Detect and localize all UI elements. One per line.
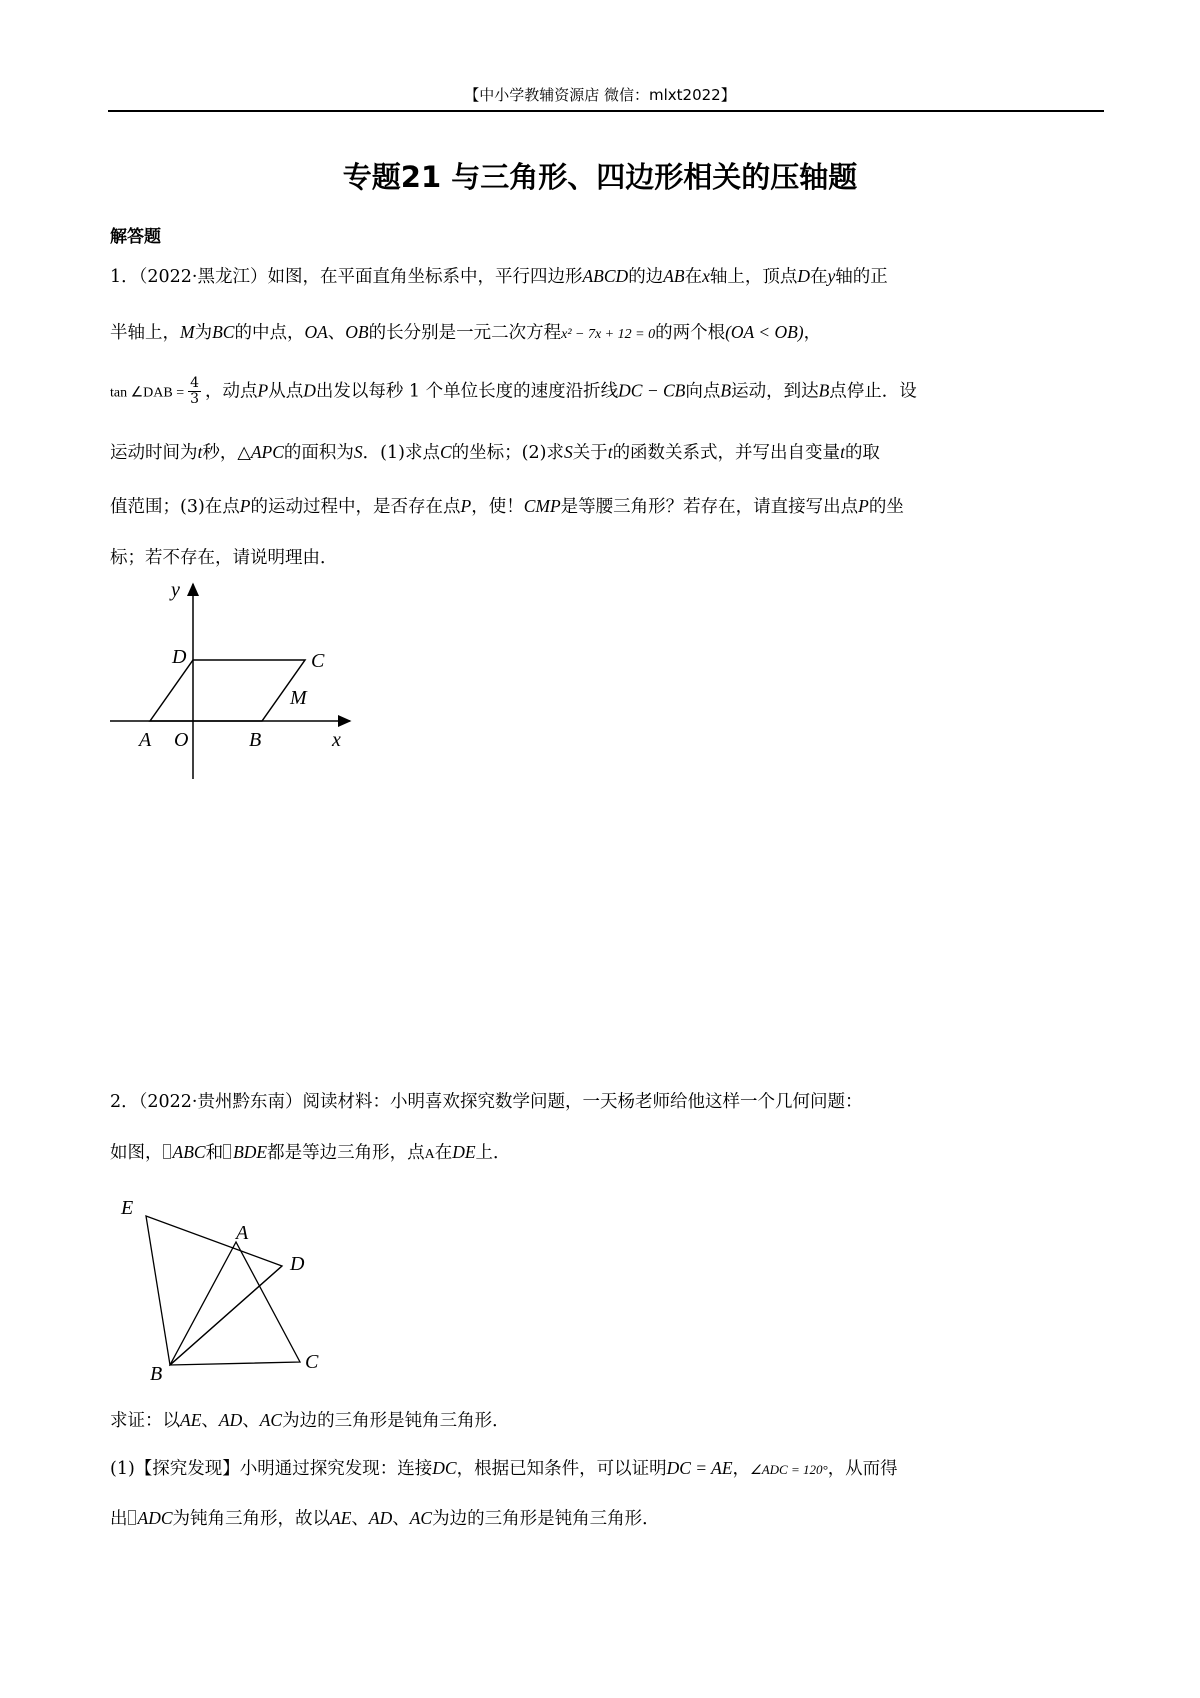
q1-line-6: 标；若不存在，请说明理由．: [110, 548, 338, 568]
segment-bd: [170, 1266, 282, 1365]
label-a: A: [139, 729, 152, 751]
label-d: D: [172, 646, 187, 668]
header-rule: [108, 110, 1104, 112]
triangle-symbol-icon: [128, 1510, 136, 1525]
label-y: y: [171, 579, 180, 601]
label-b: B: [249, 729, 262, 751]
label-d: D: [290, 1253, 305, 1275]
page-title: 专题21 与三角形、四边形相关的压轴题: [342, 160, 858, 194]
triangle-abc: [170, 1242, 300, 1365]
q2-line-1: 2．（2022·贵州黔东南）阅读材料：小明喜欢探究数学问题，一天杨老师给他这样一个几何问题：: [110, 1092, 863, 1112]
q1-line-5: 值范围；(3)在点P的运动过程中，是否存在点P，使！CMP是等腰三角形？若存在，请直接写出点P的坐: [110, 496, 904, 517]
q1-line-1: 1．（2022·黑龙江）如图，在平面直角坐标系中，平行四边形ABCD的边AB在x轴上，顶点D在y轴的正: [110, 266, 888, 287]
label-x: x: [332, 729, 341, 751]
q2-line-2: 如图， ABC和 BDE都是等边三角形，点A在DE上．: [110, 1142, 511, 1163]
q1-line-2: 半轴上，M为BC的中点，OA、OB的长分别是一元二次方程x² − 7x + 12 = 0的两个根(OA < OB)，: [110, 322, 822, 343]
fraction: $\frac{4}{3}$: [190, 375, 200, 408]
label-c: C: [311, 650, 325, 672]
label-b: B: [150, 1363, 163, 1380]
equation: x² − 7x + 12 = 0: [561, 327, 656, 342]
triangle-symbol-icon: [163, 1144, 171, 1159]
q1-line-4: 运动时间为t秒，△APC的面积为S．(1)求点C的坐标；(2)求S关于t的函数关系式，并写出自变量t的取: [110, 442, 880, 463]
q2-line-3: 求证：以AE、AD、AC为边的三角形是钝角三角形．: [110, 1410, 510, 1431]
label-o: O: [174, 729, 189, 751]
label-m: M: [290, 687, 307, 709]
q2-line-4: (1)【探究发现】小明通过探究发现：连接DC，根据已知条件，可以证明DC = AE，∠ADC = 120°，从而得: [110, 1458, 898, 1479]
label-e: E: [121, 1197, 134, 1219]
section-heading: 解答题: [110, 227, 161, 247]
q2-line-5: 出 ADC为钝角三角形，故以AE、AD、AC为边的三角形是钝角三角形．: [110, 1508, 660, 1529]
parallelogram-abcd: [150, 660, 305, 721]
q2-figure: [110, 1185, 340, 1380]
q1-figure: [100, 575, 360, 790]
label-a: A: [236, 1222, 249, 1244]
page-header: 【中小学教辅资源店 微信：mlxt2022】: [464, 86, 736, 104]
label-c: C: [305, 1351, 319, 1373]
triangle-symbol-icon: [223, 1144, 231, 1159]
q1-line-3: tan ∠DAB = $\frac{4}{3}$ ，动点P从点D出发以每秒 1 个单位长度的速度沿折线DC − CB向点B运动，到达B点停止．设: [110, 375, 917, 408]
